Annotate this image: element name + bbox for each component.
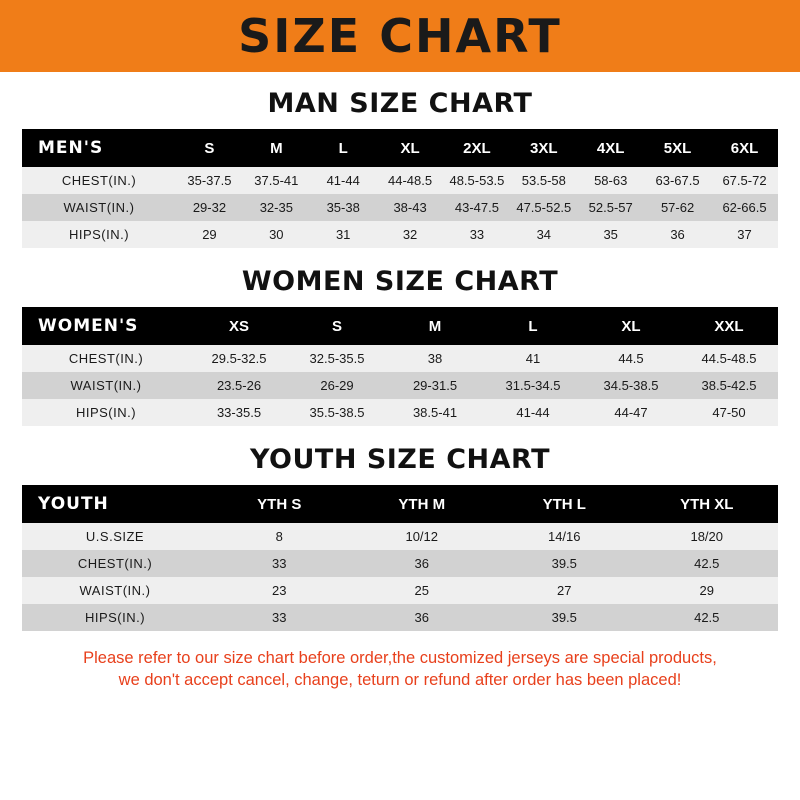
man-col-header: 4XL <box>577 129 644 167</box>
youth-cell: 29 <box>636 577 779 604</box>
youth-row-label: HIPS(IN.) <box>22 604 208 631</box>
man-col-header: 2XL <box>444 129 511 167</box>
man-col-header: S <box>176 129 243 167</box>
youth-row-head-label: YOUTH <box>22 485 208 523</box>
page-header <box>0 0 800 72</box>
man-cell: 48.5-53.5 <box>444 167 511 194</box>
youth-table-head <box>22 485 778 523</box>
man-cell: 47.5-52.5 <box>510 194 577 221</box>
table-row <box>22 167 778 194</box>
man-cell: 32-35 <box>243 194 310 221</box>
man-cell: 37 <box>711 221 778 248</box>
women-row-label: HIPS(IN.) <box>22 399 190 426</box>
man-cell: 35-38 <box>310 194 377 221</box>
page-title: SIZE CHART <box>238 9 562 63</box>
man-col-header: 3XL <box>510 129 577 167</box>
section-title-man: MAN SIZE CHART <box>267 88 533 119</box>
women-cell: 26-29 <box>288 372 386 399</box>
section-title-women: WOMEN SIZE CHART <box>241 266 559 297</box>
women-cell: 38 <box>386 345 484 372</box>
youth-cell: 8 <box>208 523 351 550</box>
youth-cell: 36 <box>351 604 494 631</box>
table-row <box>22 577 778 604</box>
table-row <box>22 194 778 221</box>
youth-row-label: WAIST(IN.) <box>22 577 208 604</box>
table-row <box>22 345 778 372</box>
youth-cell: 23 <box>208 577 351 604</box>
youth-cell: 33 <box>208 604 351 631</box>
women-size-table <box>22 307 778 426</box>
man-cell: 31 <box>310 221 377 248</box>
footer-note-line1: Please refer to our size chart before order,the customized jerseys are special products, <box>83 649 717 667</box>
man-cell: 38-43 <box>377 194 444 221</box>
man-col-header: 5XL <box>644 129 711 167</box>
women-cell: 34.5-38.5 <box>582 372 680 399</box>
man-cell: 63-67.5 <box>644 167 711 194</box>
table-header-row <box>22 129 778 167</box>
man-cell: 34 <box>510 221 577 248</box>
women-cell: 41 <box>484 345 582 372</box>
women-row-label: WAIST(IN.) <box>22 372 190 399</box>
youth-row-label: U.S.SIZE <box>22 523 208 550</box>
youth-table-body <box>22 523 778 631</box>
man-cell: 33 <box>444 221 511 248</box>
man-row-head-label: MEN'S <box>22 129 176 167</box>
table-row <box>22 604 778 631</box>
table-row <box>22 399 778 426</box>
man-row-label: CHEST(IN.) <box>22 167 176 194</box>
man-cell: 29 <box>176 221 243 248</box>
women-cell: 23.5-26 <box>190 372 288 399</box>
women-cell: 31.5-34.5 <box>484 372 582 399</box>
women-col-header: S <box>288 307 386 345</box>
man-cell: 67.5-72 <box>711 167 778 194</box>
women-col-header: M <box>386 307 484 345</box>
youth-cell: 18/20 <box>636 523 779 550</box>
women-cell: 29.5-32.5 <box>190 345 288 372</box>
table-row <box>22 372 778 399</box>
women-cell: 44.5-48.5 <box>680 345 778 372</box>
youth-col-header: YTH L <box>493 485 636 523</box>
women-cell: 47-50 <box>680 399 778 426</box>
section-title-youth: YOUTH SIZE CHART <box>249 444 551 475</box>
women-cell: 35.5-38.5 <box>288 399 386 426</box>
chart-content <box>0 88 800 692</box>
women-col-header: L <box>484 307 582 345</box>
youth-col-header: YTH S <box>208 485 351 523</box>
man-cell: 62-66.5 <box>711 194 778 221</box>
man-size-table <box>22 129 778 248</box>
women-cell: 44.5 <box>582 345 680 372</box>
women-cell: 32.5-35.5 <box>288 345 386 372</box>
youth-col-header: YTH XL <box>636 485 779 523</box>
women-cell: 38.5-42.5 <box>680 372 778 399</box>
man-col-header: L <box>310 129 377 167</box>
youth-cell: 36 <box>351 550 494 577</box>
youth-cell: 25 <box>351 577 494 604</box>
youth-cell: 33 <box>208 550 351 577</box>
man-cell: 43-47.5 <box>444 194 511 221</box>
man-cell: 41-44 <box>310 167 377 194</box>
women-col-header: XXL <box>680 307 778 345</box>
youth-cell: 42.5 <box>636 604 779 631</box>
man-cell: 35 <box>577 221 644 248</box>
footer-note <box>22 647 778 692</box>
man-row-label: HIPS(IN.) <box>22 221 176 248</box>
youth-row-label: CHEST(IN.) <box>22 550 208 577</box>
man-cell: 57-62 <box>644 194 711 221</box>
man-cell: 30 <box>243 221 310 248</box>
youth-cell: 10/12 <box>351 523 494 550</box>
table-row <box>22 523 778 550</box>
table-row <box>22 550 778 577</box>
women-cell: 29-31.5 <box>386 372 484 399</box>
man-cell: 29-32 <box>176 194 243 221</box>
youth-col-header: YTH M <box>351 485 494 523</box>
man-cell: 36 <box>644 221 711 248</box>
footer-note-line2: we don't accept cancel, change, teturn or refund after order has been placed! <box>118 671 682 690</box>
women-row-label: CHEST(IN.) <box>22 345 190 372</box>
youth-cell: 39.5 <box>493 604 636 631</box>
table-header-row <box>22 485 778 523</box>
man-table-body <box>22 167 778 248</box>
women-cell: 38.5-41 <box>386 399 484 426</box>
man-col-header: M <box>243 129 310 167</box>
women-cell: 44-47 <box>582 399 680 426</box>
man-cell: 37.5-41 <box>243 167 310 194</box>
women-row-head-label: WOMEN'S <box>22 307 190 345</box>
man-cell: 32 <box>377 221 444 248</box>
man-cell: 58-63 <box>577 167 644 194</box>
man-cell: 44-48.5 <box>377 167 444 194</box>
man-col-header: XL <box>377 129 444 167</box>
women-col-header: XS <box>190 307 288 345</box>
women-table-body <box>22 345 778 426</box>
man-col-header: 6XL <box>711 129 778 167</box>
man-cell: 35-37.5 <box>176 167 243 194</box>
women-cell: 33-35.5 <box>190 399 288 426</box>
youth-size-table <box>22 485 778 631</box>
man-row-label: WAIST(IN.) <box>22 194 176 221</box>
youth-cell: 42.5 <box>636 550 779 577</box>
table-row <box>22 221 778 248</box>
youth-cell: 27 <box>493 577 636 604</box>
table-header-row <box>22 307 778 345</box>
women-cell: 41-44 <box>484 399 582 426</box>
man-cell: 53.5-58 <box>510 167 577 194</box>
man-table-head <box>22 129 778 167</box>
man-cell: 52.5-57 <box>577 194 644 221</box>
women-col-header: XL <box>582 307 680 345</box>
youth-cell: 39.5 <box>493 550 636 577</box>
youth-cell: 14/16 <box>493 523 636 550</box>
women-table-head <box>22 307 778 345</box>
